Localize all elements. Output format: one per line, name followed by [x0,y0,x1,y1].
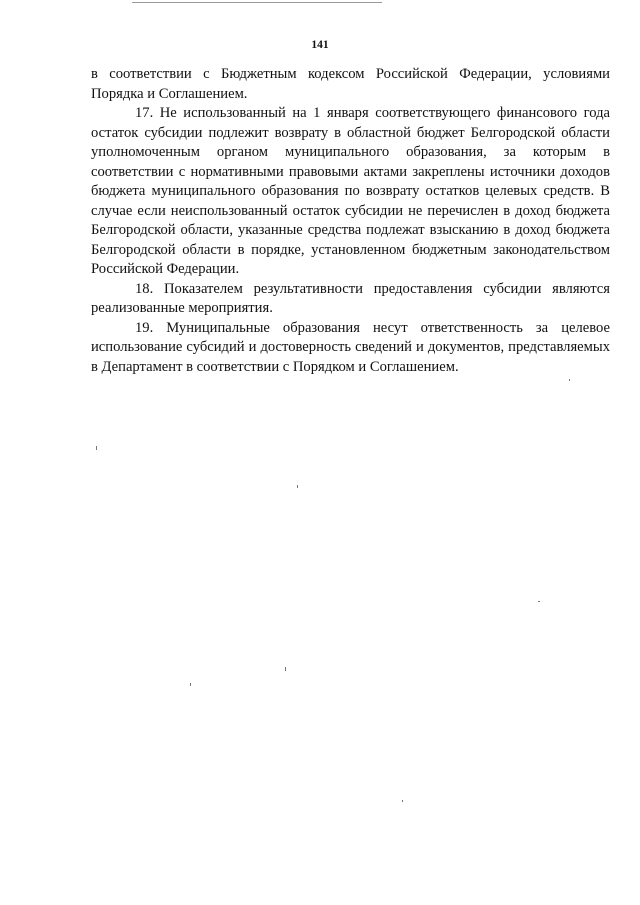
scan-speck [569,379,570,381]
paragraph-item-17: 17. Не использованный на 1 января соответствующего финансового года остаток субсидии подлежит возврату в областной бюджет Белгородской области уполномоченным органом муниципального образования, за которым в соответствии с нормативными правовыми актами закреплены источники доходов бюджета муниципального образования по возврату остатков целевых средств. В случае если неиспользованный остаток субсидии не перечислен в доход бюджета Белгородской области, указанные средства подлежат взысканию в доход бюджета Белгородской области в порядке, установленном бюджетным законодательством Российской Федерации. [91,105,610,277]
paragraph-item-19: 19. Муниципальные образования несут ответственность за целевое использование субсидий и достоверность сведений и документов, представляемых в Департамент в соответствии с Порядком и Соглашением. [91,319,610,375]
scan-speck [285,667,286,671]
top-edge-rule [132,2,382,3]
paragraph-item-18: 18. Показателем результативности предоставления субсидии являются реализованные мероприятия. [91,280,610,316]
scan-speck [96,446,97,450]
paragraph-continuation: в соответствии с Бюджетным кодексом Российской Федерации, условиями Порядка и Соглашением. [91,66,610,102]
scan-speck [190,683,191,686]
scan-speck [538,601,540,602]
scan-speck [402,800,403,802]
page-number: 141 [311,39,329,51]
scan-speck [297,485,298,488]
document-body [91,65,610,377]
